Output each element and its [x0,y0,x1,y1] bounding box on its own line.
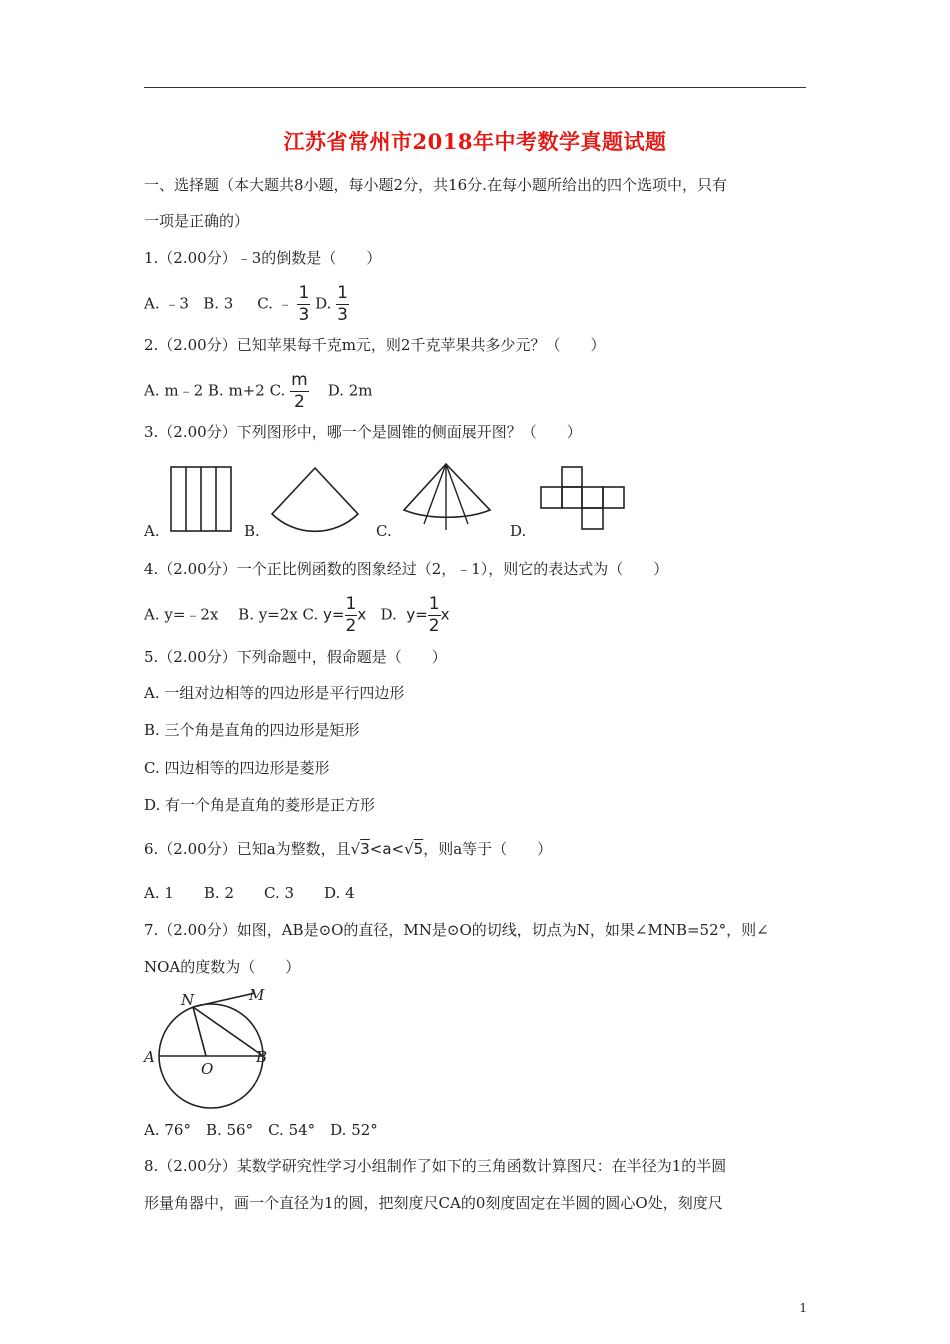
section-intro-line2: 一项是正确的） [144,212,250,230]
q1-option-c: C. ﹣ [257,294,293,313]
q4-option-d: D. [380,605,397,624]
q3-figure-rectangles [170,466,232,532]
q1-fraction-d: $\frac{1}{3}$ [337,283,348,325]
q3-option-a: A. [144,522,160,540]
q5-option-b: B. 三个角是直角的四边形是矩形 [144,721,360,739]
q6-stem-post: ，则a等于（ ） [423,840,553,858]
q7-label-o: O [201,1060,214,1078]
q4-option-d-eq: y= [406,605,428,624]
q2-fraction-c: $\frac{m}{2}$ [291,370,308,412]
q3-option-d: D. [510,522,527,540]
q7-label-n: N [181,991,195,1009]
q3-option-c: C. [376,522,392,540]
q2-options [144,372,373,411]
q2-option-d: D. 2m [327,381,373,400]
q8-line1: 8.（2.00分）某数学研究性学习小组制作了如下的三角函数计算图尺：在半径为1的半圆 [144,1157,727,1175]
q4-option-c-x: x [357,605,367,624]
q1-option-a: A. ﹣3 [144,294,189,313]
q1-fraction-c: $\frac{1}{3}$ [298,283,310,325]
page-title: 江苏省常州市2018年中考数学真题试题 [283,129,667,154]
q3-figure-pyramid [402,462,492,532]
q2-stem: 2.（2.00分）已知苹果每千克m元，则2千克苹果共多少元？（ ） [144,336,606,354]
q5-option-c: C. 四边相等的四边形是菱形 [144,759,330,777]
q5-option-a: A. 一组对边相等的四边形是平行四边形 [144,684,405,702]
q4-fraction-c: $\frac{1}{2}$ [345,594,357,636]
q6-stem-pre: 6.（2.00分）已知a为整数，且 [144,840,351,858]
q1-option-b: B. 3 [203,294,234,313]
q7-stem-line2: NOA的度数为（ ） [144,958,301,976]
header-rule [144,87,806,88]
q4-option-c-eq: y= [323,605,345,624]
q4-option-ab: A. y=﹣2x B. y=2x C. [144,605,319,624]
q3-figure-sector [270,466,360,536]
q6-inequality: <a< [369,840,405,858]
q6-sqrt5: √5 [404,840,424,858]
q2-option-ab: A. m﹣2 B. m+2 [144,381,265,400]
q6-stem [144,842,552,857]
q5-option-d: D. 有一个角是直角的菱形是正方形 [144,796,376,814]
q4-fraction-d: $\frac{1}{2}$ [428,594,440,636]
q1-option-d: D. [315,294,332,313]
q7-circle-diagram [140,986,276,1106]
q7-label-m: M [249,986,265,1004]
q6-sqrt3: √3 [350,840,370,858]
q4-options [144,596,450,635]
q5-stem: 5.（2.00分）下列命题中，假命题是（ ） [144,648,447,666]
q4-stem: 4.（2.00分）一个正比例函数的图象经过（2，﹣1），则它的表达式为（ ） [144,560,669,578]
q3-figure-cube-net [540,466,626,532]
q7-label-b: B [256,1048,268,1066]
q3-stem: 3.（2.00分）下列图形中，哪一个是圆锥的侧面展开图？（ ） [144,423,582,441]
q4-option-d-x: x [440,605,450,624]
section-intro-line1: 一、选择题（本大题共8小题，每小题2分，共16分.在每小题所给出的四个选项中，只有 [144,176,727,194]
page-number: 1 [799,1301,807,1315]
q3-option-b: B. [244,522,260,540]
q1-options [144,285,349,324]
q1-stem: 1.（2.00分）﹣3的倒数是（ ） [144,249,382,267]
q6-options: A. 1 B. 2 C. 3 D. 4 [144,884,355,902]
q7-stem-line1: 7.（2.00分）如图，AB是⊙O的直径，MN是⊙O的切线，切点为N，如果∠MNB=52°，则∠ [144,921,769,939]
q7-options: A. 76° B. 56° C. 54° D. 52° [144,1121,378,1139]
q7-label-a: A [144,1048,155,1066]
q8-line2: 形量角器中，画一个直径为1的圆，把刻度尺CA的0刻度固定在半圆的圆心O处，刻度尺 [144,1194,723,1212]
q2-option-c: C. [269,381,286,400]
